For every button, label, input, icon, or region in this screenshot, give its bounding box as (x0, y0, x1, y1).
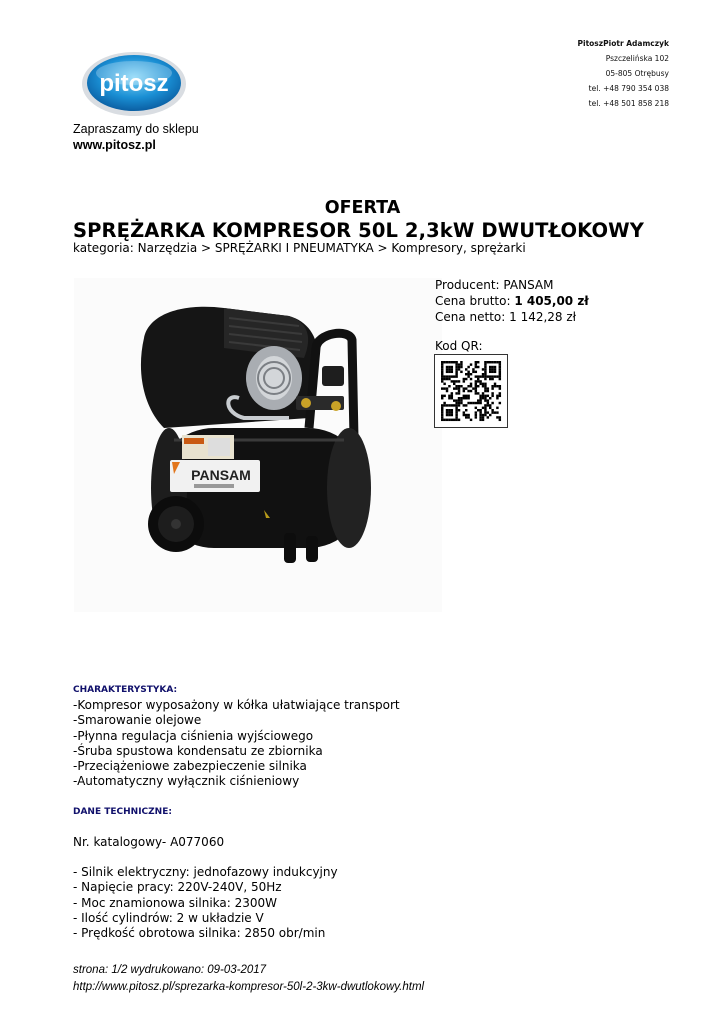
company-contact (578, 36, 670, 111)
invite-text: Zapraszamy do sklepu (73, 122, 199, 136)
qr-label: Kod QR: (435, 339, 483, 353)
product-title: SPRĘŻARKA KOMPRESOR 50L 2,3kW DWUTŁOKOWY (73, 219, 645, 242)
list-item: - Ilość cylindrów: 2 w układzie V (73, 910, 264, 925)
company-name: PitoszPiotr Adamczyk (577, 39, 669, 48)
footer-page-info: strona: 1/2 wydrukowano: 09-03-2017 (73, 964, 267, 976)
price-gross-value: 1 405,00 zł (514, 294, 589, 308)
tech-list (73, 865, 338, 941)
list-item: -Płynna regulacja ciśnienia wyjściowego (73, 728, 314, 743)
list-item: -Automatyczny wyłącznik ciśnieniowy (73, 774, 300, 789)
price-gross-label: Cena brutto: (435, 294, 515, 308)
tech-heading: DANE TECHNICZNE: (73, 807, 172, 817)
list-item: - Silnik elektryczny: jednofazowy indukcyjny (73, 865, 338, 879)
company-phone-2: tel. +48 501 858 218 (588, 99, 669, 108)
list-item: -Kompresor wyposażony w kółka ułatwiające transport (73, 698, 400, 712)
catalog-number: Nr. katalogowy- A077060 (73, 835, 225, 849)
producer: Producent: PANSAM (435, 278, 554, 292)
product-info (435, 277, 589, 325)
list-item: -Śruba spustowa kondensatu ze zbiornika (73, 743, 323, 758)
logo-text: pitosz (99, 70, 169, 97)
product-image (74, 278, 442, 612)
list-item: -Smarowanie olejowe (73, 713, 202, 728)
shop-link[interactable]: www.pitosz.pl (73, 138, 156, 152)
footer-url[interactable]: http://www.pitosz.pl/sprezarka-kompresor-50l-2-3kw-dwutlokowy.html (73, 981, 425, 993)
list-item: - Moc znamionowa silnika: 2300W (73, 895, 278, 910)
brand-label: PANSAM (191, 467, 251, 483)
list-item: - Napięcie pracy: 220V-240V, 50Hz (73, 880, 282, 895)
pitosz-logo (80, 48, 188, 118)
price-gross (435, 293, 589, 309)
list-item: -Przeciążeniowe zabezpieczenie silnika (73, 759, 307, 774)
offer-heading: OFERTA (324, 198, 401, 218)
qr-code (434, 354, 508, 428)
category-breadcrumb: kategoria: Narzędzia > SPRĘŻARKI I PNEUMATYKA > Kompresory, sprężarki (73, 241, 526, 255)
company-city: 05-805 Otrębusy (605, 69, 669, 78)
features-list (73, 698, 400, 790)
list-item: - Prędkość obrotowa silnika: 2850 obr/min (73, 926, 326, 941)
price-net: Cena netto: 1 142,28 zł (435, 310, 577, 324)
features-heading: CHARAKTERYSTYKA: (73, 685, 178, 695)
shop-invite (73, 121, 199, 153)
company-street: Pszczelińska 102 (605, 54, 669, 63)
company-phone-1: tel. +48 790 354 038 (588, 84, 669, 93)
